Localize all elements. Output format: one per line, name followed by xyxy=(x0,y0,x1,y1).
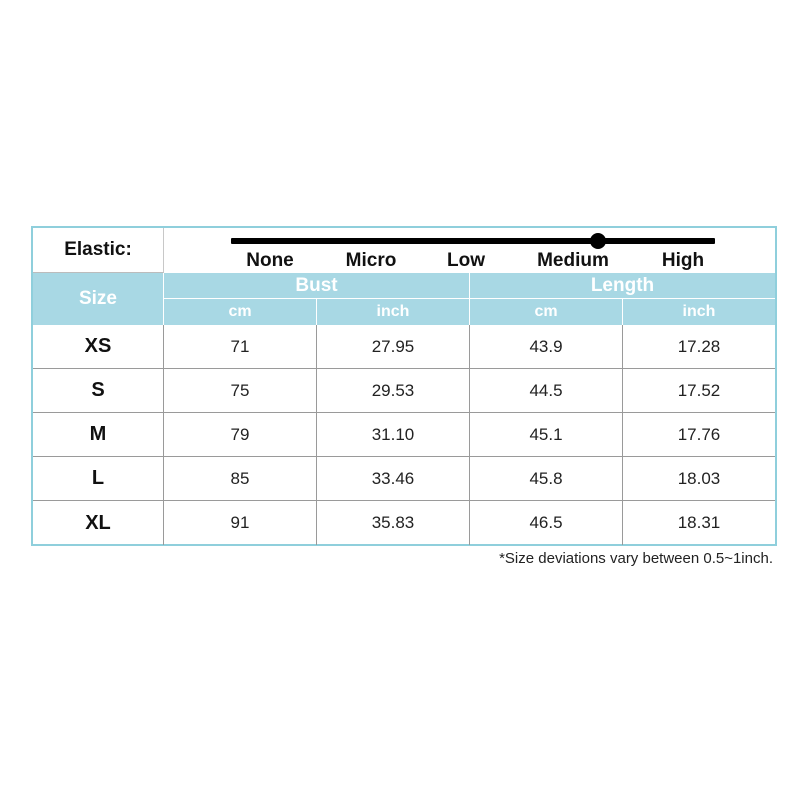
elastic-label: Elastic: xyxy=(33,228,164,273)
bust-inch-header: inch xyxy=(317,299,470,325)
bust-cm-cell: 91 xyxy=(164,501,317,545)
elastic-scale-bar xyxy=(231,238,715,244)
size-chart xyxy=(31,226,777,546)
elastic-level-micro: Micro xyxy=(345,250,397,271)
elastic-level-marker xyxy=(590,233,606,249)
length-inch-cell: 18.03 xyxy=(623,457,775,501)
elastic-level-low: Low xyxy=(447,250,485,271)
elastic-level-high: High xyxy=(661,250,705,271)
length-cm-cell: 45.8 xyxy=(470,457,623,501)
bust-inch-cell: 31.10 xyxy=(317,413,470,457)
size-column-header: Size xyxy=(33,273,164,325)
bust-cm-cell: 75 xyxy=(164,369,317,413)
size-deviation-note: *Size deviations vary between 0.5~1inch. xyxy=(499,550,773,567)
bust-cm-cell: 79 xyxy=(164,413,317,457)
length-cm-cell: 45.1 xyxy=(470,413,623,457)
bust-cm-cell: 71 xyxy=(164,325,317,369)
length-inch-cell: 17.76 xyxy=(623,413,775,457)
bust-inch-cell: 33.46 xyxy=(317,457,470,501)
bust-header: Bust xyxy=(164,273,470,299)
elastic-level-medium: Medium xyxy=(537,250,609,271)
elastic-scale xyxy=(164,228,775,274)
size-cell-l: L xyxy=(33,457,164,501)
size-cell-m: M xyxy=(33,413,164,457)
length-cm-cell: 46.5 xyxy=(470,501,623,545)
size-cell-xl: XL xyxy=(33,501,164,545)
length-inch-cell: 17.52 xyxy=(623,369,775,413)
length-header: Length xyxy=(470,273,775,299)
length-cm-header: cm xyxy=(470,299,623,325)
elastic-level-none: None xyxy=(246,250,294,271)
bust-inch-cell: 35.83 xyxy=(317,501,470,545)
bust-inch-cell: 29.53 xyxy=(317,369,470,413)
length-inch-header: inch xyxy=(623,299,775,325)
bust-inch-cell: 27.95 xyxy=(317,325,470,369)
length-inch-cell: 17.28 xyxy=(623,325,775,369)
size-cell-xs: XS xyxy=(33,325,164,369)
length-inch-cell: 18.31 xyxy=(677,513,721,532)
bust-cm-header: cm xyxy=(164,299,317,325)
size-cell-s: S xyxy=(33,369,164,413)
bust-cm-cell: 85 xyxy=(164,457,317,501)
length-cm-cell: 43.9 xyxy=(470,325,623,369)
length-cm-cell: 44.5 xyxy=(470,369,623,413)
